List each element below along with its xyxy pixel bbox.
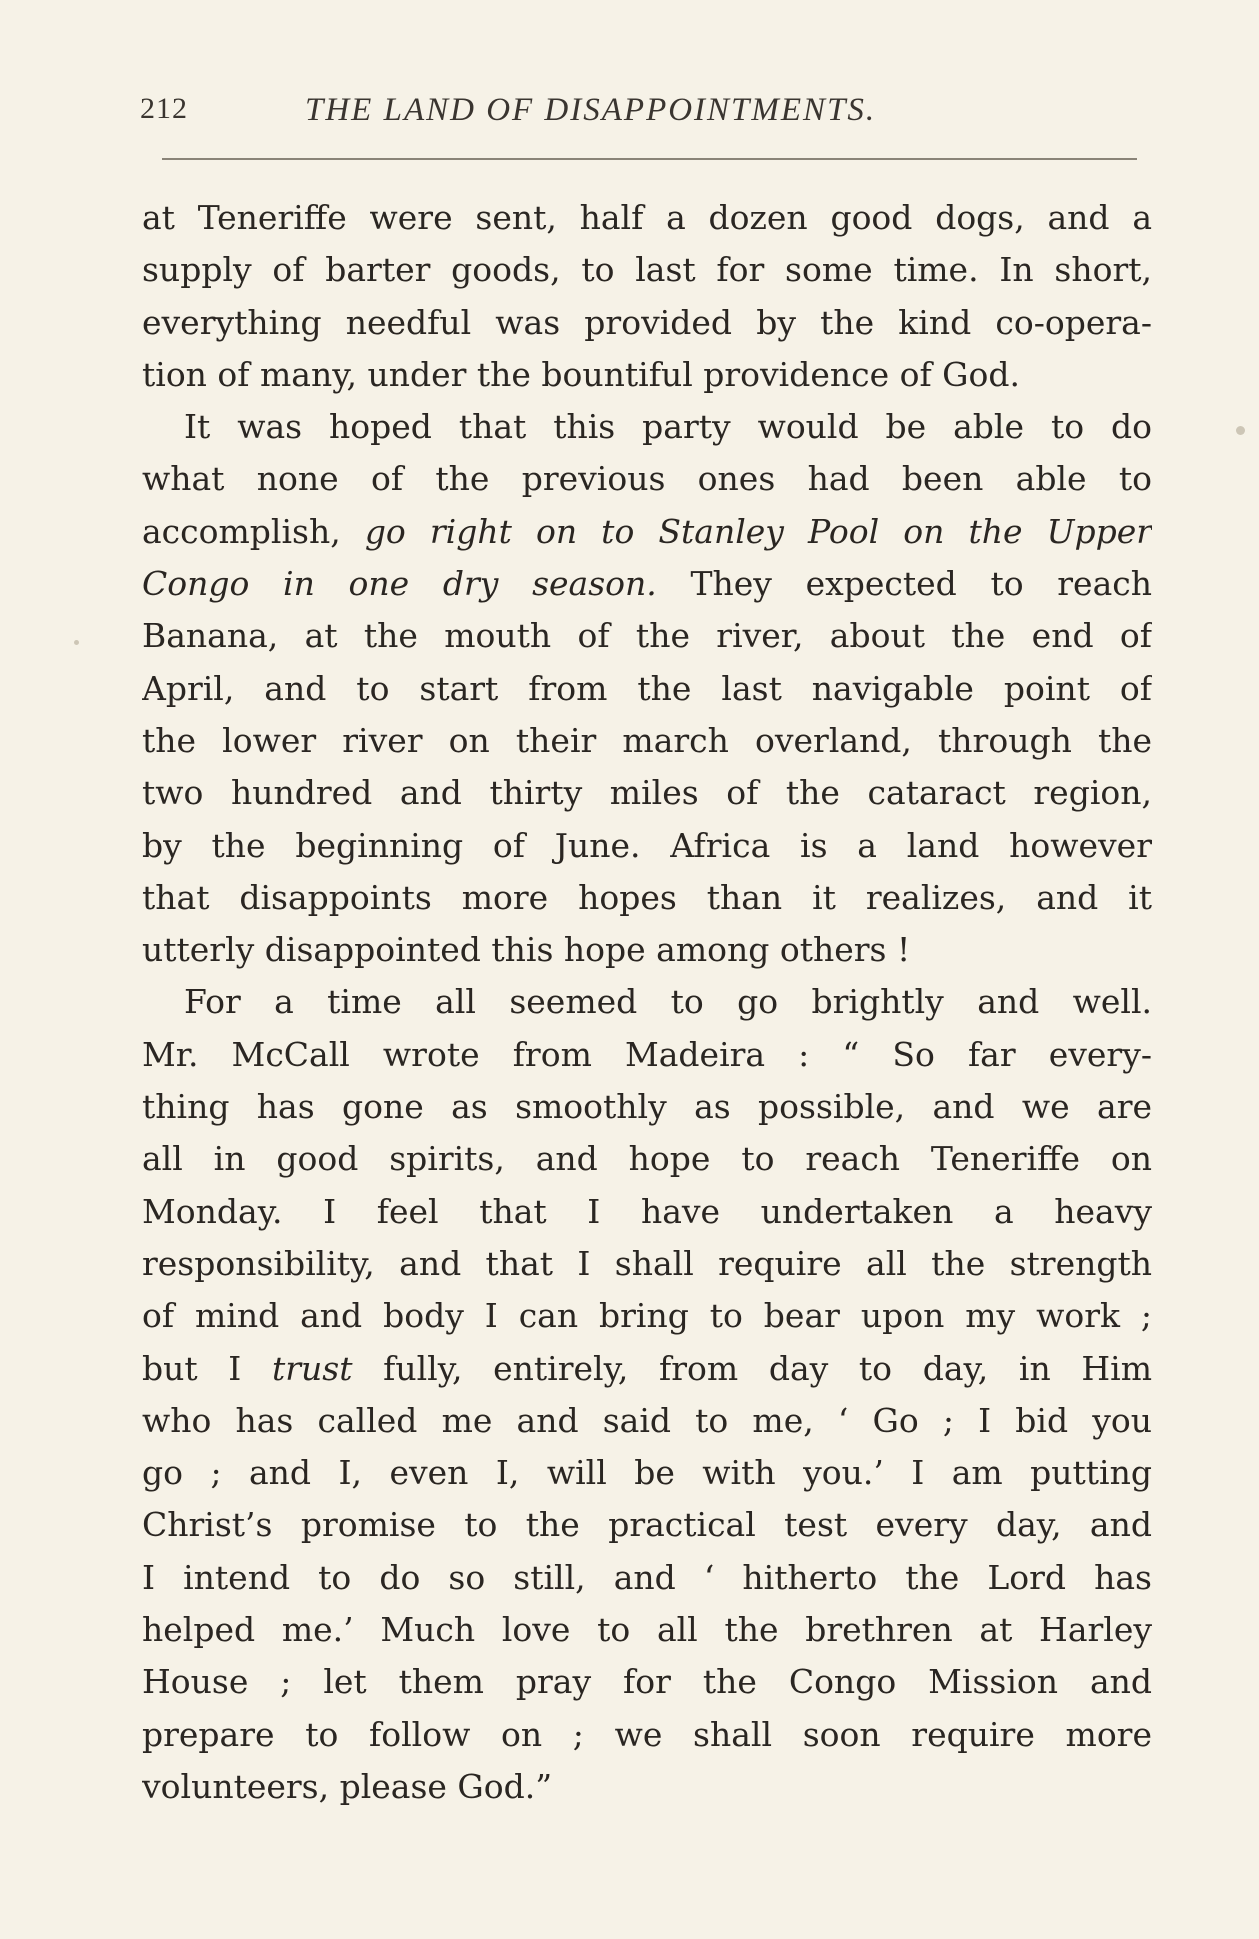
text-line-21: responsibility, and that I shall require all the strength (142, 1243, 1152, 1283)
text-line-6: what none of the previous ones had been able to (142, 459, 1152, 499)
text-line-22: of mind and body I can bring to bear upon my work ; (142, 1296, 1152, 1336)
text-line-11: the lower river on their march overland, through the (142, 720, 1152, 760)
text-line-18: thing has gone as smoothly as possible, and we are (142, 1087, 1152, 1127)
text-line-7: accomplish, go right on to Stanley Pool on the Upper (142, 511, 1152, 551)
text-line-27: I intend to do so still, and ‘ hitherto the Lord has (142, 1557, 1152, 1597)
text-line-15: utterly disappointed this hope among others ! (142, 930, 911, 970)
text-line-14: that disappoints more hopes than it realizes, and it (142, 877, 1152, 917)
header-rule (162, 158, 1137, 160)
text-line-4: tion of many, under the bountiful providence of God. (142, 354, 1021, 394)
text-line-9: Banana, at the mouth of the river, about the end of (142, 616, 1152, 656)
text-line-26: Christ’s promise to the practical test every day, and (142, 1505, 1152, 1545)
text-line-5: It was hoped that this party would be able to do (184, 407, 1152, 447)
text-line-19: all in good spirits, and hope to reach Teneriffe on (142, 1139, 1152, 1179)
page-number: 212 (140, 92, 188, 125)
text-line-17: Mr. McCall wrote from Madeira : “ So far every- (142, 1034, 1152, 1074)
text-line-2: supply of barter goods, to last for some time. In short, (142, 250, 1152, 290)
text-line-13: by the beginning of June. Africa is a land however (142, 825, 1152, 865)
text-line-25: go ; and I, even I, will be with you.’ I am putting (142, 1453, 1152, 1493)
text-line-30: prepare to follow on ; we shall soon require more (142, 1714, 1152, 1754)
text-line-3: everything needful was provided by the kind co-opera- (142, 302, 1152, 342)
text-line-8: Congo in one dry season. They expected to reach (142, 564, 1152, 604)
text-line-20: Monday. I feel that I have undertaken a heavy (142, 1191, 1152, 1231)
page-header (140, 92, 1140, 136)
text-line-10: April, and to start from the last navigable point of (142, 668, 1152, 708)
paper-speck (1236, 426, 1245, 435)
text-line-23: but I trust fully, entirely, from day to day, in Him (142, 1348, 1152, 1388)
text-line-1: at Teneriffe were sent, half a dozen good dogs, and a (142, 198, 1152, 237)
text-line-28: helped me.’ Much love to all the brethren at Harley (142, 1610, 1152, 1650)
body-text (142, 192, 1152, 1813)
text-line-29: House ; let them pray for the Congo Mission and (142, 1662, 1152, 1702)
text-line-12: two hundred and thirty miles of the cataract region, (142, 773, 1152, 813)
text-line-24: who has called me and said to me, ‘ Go ; I bid you (142, 1400, 1152, 1440)
text-line-16: For a time all seemed to go brightly and well. (184, 982, 1152, 1022)
paper-speck (74, 640, 79, 645)
text-line-31: volunteers, please God.” (142, 1766, 553, 1806)
running-title: THE LAND OF DISAPPOINTMENTS. (305, 92, 877, 128)
